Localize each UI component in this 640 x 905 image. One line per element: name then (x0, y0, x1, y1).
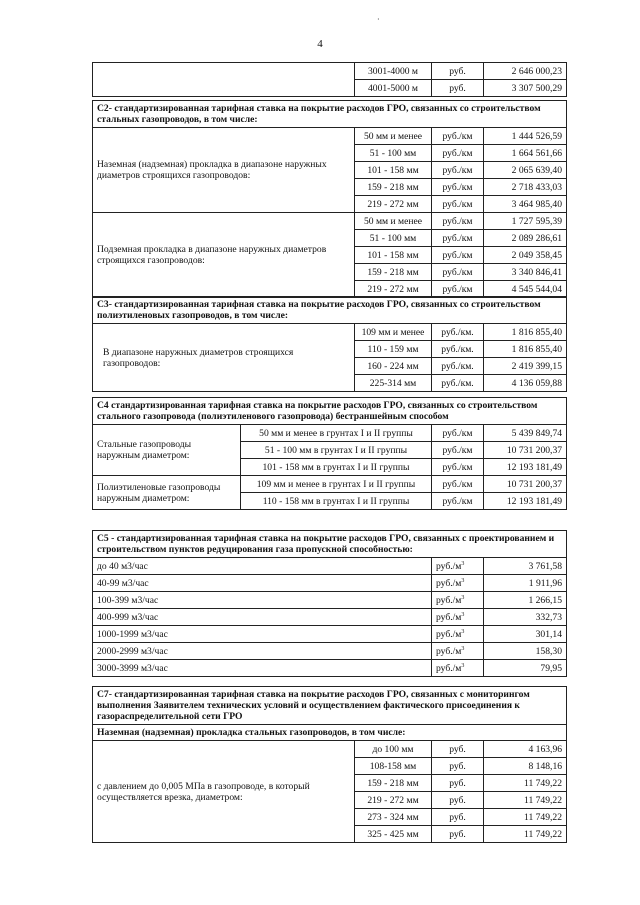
scan-mark: · (377, 15, 380, 24)
table-row: 159 - 218 мм руб./км 3 340 846,41 (93, 264, 567, 281)
row-label: с давлением до 0,005 МПа в газопроводе, в который осуществляется врезка, диаметром: (93, 741, 355, 843)
table-row: 325 - 425 мм руб. 11 749,22 (93, 826, 567, 843)
table-row: Стальные газопроводы наружным диаметром: 50 мм и менее в грунтах I и II группы руб./км 5 439 849,74 (93, 425, 567, 442)
section-subheading-c7: Наземная (надземная) прокладка стальных газопроводов, в том числе: (93, 725, 567, 741)
table-row: 108-158 мм руб. 8 148,16 (93, 758, 567, 775)
table-row: 160 - 224 мм руб./км. 2 419 399,15 (93, 358, 567, 375)
section-heading-c5: С5 - стандартизированная тарифная ставка на покрытие расходов ГРО, связанных с проектированием и строительством пунктов редуцирования газа пропускной способностью: (93, 531, 567, 558)
table-row: Подземная прокладка в диапазоне наружных диаметров строящихся газопроводов: 50 мм и менее руб./км 1 727 595,39 (93, 213, 567, 230)
row-label: Полиэтиленовые газопроводы наружным диаметром: (93, 476, 241, 510)
table-row: 40-99 м3/час $руб./м^3$ 1 911,96 (93, 575, 567, 592)
section-heading-c3: С3- стандартизированная тарифная ставка на покрытие расходов ГРО, связанных со строительством полиэтиленовых газопроводов, в том числе: (93, 297, 567, 324)
table-row: В диапазоне наружных диаметров строящихся газопроводов: 109 мм и менее руб./км. 1 816 855,40 (93, 324, 567, 341)
table-row: 273 - 324 мм руб. 11 749,22 (93, 809, 567, 826)
table-row: 4001-5000 м руб. 3 307 500,29 (93, 80, 567, 97)
table-row: 51 - 100 мм в грунтах I и II группы руб./км 10 731 200,37 (93, 442, 567, 459)
table-row: 1000-1999 м3/час $руб./м^3$ 301,14 (93, 626, 567, 643)
table-row: 101 - 158 мм в грунтах I и II группы руб./км 12 193 181,49 (93, 459, 567, 476)
table-row: 219 - 272 мм руб. 11 749,22 (93, 792, 567, 809)
row-label: Наземная (надземная) прокладка в диапазоне наружных диаметров строящихся газопроводов: (93, 128, 355, 213)
row-label: В диапазоне наружных диаметров строящихся газопроводов: (93, 324, 355, 392)
table-row: 159 - 218 мм руб./км 2 718 433,03 (93, 179, 567, 196)
table-row: 110 - 158 мм в грунтах I и II группы руб./км 12 193 181,49 (93, 493, 567, 510)
table-c7 (92, 686, 567, 843)
table-row: с давлением до 0,005 МПа в газопроводе, в который осуществляется врезка, диаметром: до 100 мм руб. 4 163,96 (93, 741, 567, 758)
table-row: 225-314 мм руб./км. 4 136 059,88 (93, 375, 567, 392)
table-row: 3001-4000 м руб. 2 646 000,23 (93, 63, 567, 80)
table-row: 110 - 159 мм руб./км. 1 816 855,40 (93, 341, 567, 358)
section-heading-c7: С7- стандартизированная тарифная ставка на покрытие расходов ГРО, связанных с мониторингом выполнения Заявителем технических условий и осуществлением фактического присоединения к газораспределительной сети ГРО (93, 687, 567, 725)
table-row: 219 - 272 мм руб./км 3 464 985,40 (93, 196, 567, 213)
table-row: 2000-2999 м3/час $руб./м^3$ 158,30 (93, 643, 567, 660)
table-row: 159 - 218 мм руб. 11 749,22 (93, 775, 567, 792)
table-c3 (92, 296, 567, 392)
table-row: Наземная (надземная) прокладка в диапазоне наружных диаметров строящихся газопроводов: 50 мм и менее руб./км 1 444 526,59 (93, 128, 567, 145)
table-row: 101 - 158 мм руб./км 2 049 358,45 (93, 247, 567, 264)
table-row: 100-399 м3/час $руб./м^3$ 1 266,15 (93, 592, 567, 609)
table-row: 400-999 м3/час $руб./м^3$ 332,73 (93, 609, 567, 626)
table-continuation (92, 62, 567, 97)
table-row: 51 - 100 мм руб./км 2 089 286,61 (93, 230, 567, 247)
row-label: Подземная прокладка в диапазоне наружных диаметров строящихся газопроводов: (93, 213, 355, 298)
section-heading-c2: С2- стандартизированная тарифная ставка на покрытие расходов ГРО, связанных со строительством стальных газопроводов, в том числе: (93, 101, 567, 128)
section-heading-c4: С4 стандартизированная тарифная ставка на покрытие расходов ГРО, связанных со строительством стального газопровода (полиэтиленового газопровода) бестраншейным способом (93, 398, 567, 425)
table-row: 51 - 100 мм руб./км 1 664 561,66 (93, 145, 567, 162)
table-row: 3000-3999 м3/час $руб./м^3$ 79,95 (93, 660, 567, 677)
page-number: 4 (317, 38, 323, 50)
table-row: 101 - 158 мм руб./км 2 065 639,40 (93, 162, 567, 179)
table-row: до 40 м3/час $руб./м^3$ 3 761,58 (93, 558, 567, 575)
table-c2 (92, 100, 567, 298)
table-c5 (92, 530, 567, 677)
table-row: Полиэтиленовые газопроводы наружным диаметром: 109 мм и менее в грунтах I и II группы руб./км 10 731 200,37 (93, 476, 567, 493)
table-c4 (92, 397, 567, 510)
table-row: 219 - 272 мм руб./км 4 545 544,04 (93, 281, 567, 298)
row-label: Стальные газопроводы наружным диаметром: (93, 425, 241, 476)
